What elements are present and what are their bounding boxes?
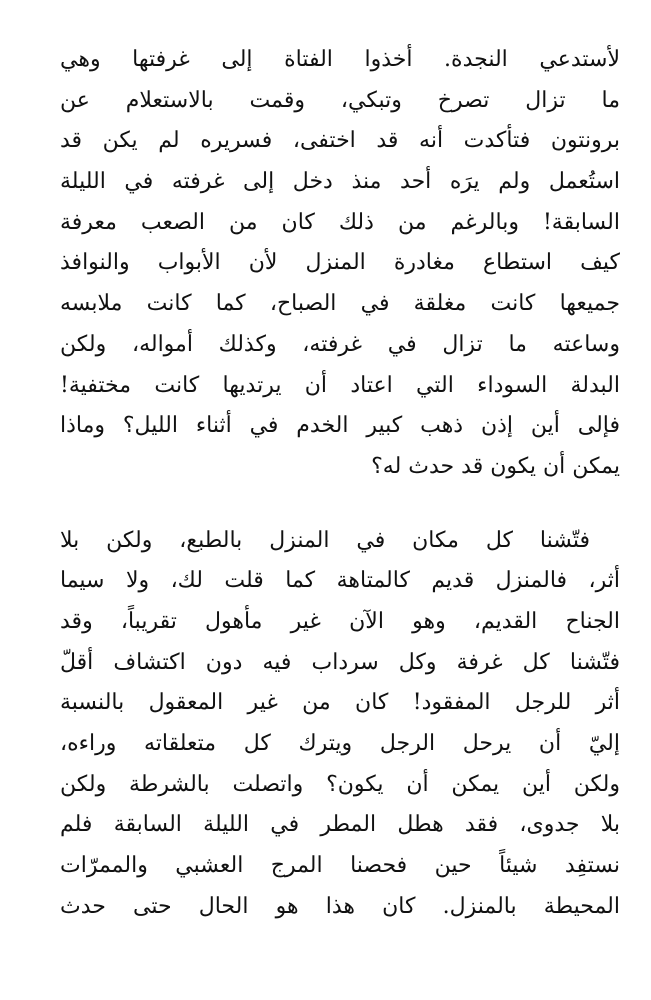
text-line: الجناح القديم، وهو الآن غير مأهول تقريباً، وقد <box>60 608 620 634</box>
paragraph-1 <box>60 40 620 488</box>
text-line: إليّ أن يرحل الرجل ويترك كل متعلقاته وراءه، <box>60 731 620 756</box>
text-line: السابقة! وبالرغم من ذلك كان من الصعب معرفة <box>60 209 620 235</box>
text-line: وساعته ما تزال في غرفته، وكذلك أمواله، ولكن <box>60 331 620 357</box>
text-line: البدلة السوداء التي اعتاد أن يرتديها كانت مختفية! <box>60 372 620 398</box>
text-line: بلا جدوى، فقد هطل المطر في الليلة السابقة فلم <box>60 812 620 838</box>
paragraph-spacer <box>60 488 620 521</box>
text-line: فإلى أين إذن ذهب كبير الخدم في أثناء الليل؟ وماذا <box>60 413 620 439</box>
text-line: فتّشنا كل مكان في المنزل بالطبع، ولكن بلا <box>60 527 590 553</box>
text-line: يمكن أن يكون قد حدث له؟ <box>371 453 620 479</box>
text-line: أثر للرجل المفقود! كان من غير المعقول بالنسبة <box>60 690 620 716</box>
text-line: لأستدعي النجدة. أخذوا الفتاة إلى غرفتها وهي <box>60 47 620 72</box>
text-line: أثر، فالمنزل قديم كالمتاهة كما قلت لك، ولا سيما <box>60 568 620 594</box>
text-line: برونتون فتأكدت أنه قد اختفى، فسريره لم يكن قد <box>60 128 620 154</box>
text-line: نستفِد شيئاً حين فحصنا المرج العشبي والممرّات <box>60 853 620 879</box>
text-line: كيف استطاع مغادرة المنزل لأن الأبواب والنوافذ <box>60 250 620 276</box>
text-line: جميعها كانت مغلقة في الصباح، كما كانت ملابسه <box>60 291 620 317</box>
text-line: فتّشنا كل غرفة وكل سرداب فيه دون اكتشاف أقلّ <box>60 649 620 675</box>
text-line: المحيطة بالمنزل. كان هذا هو الحال حتى حدث <box>60 893 620 919</box>
book-page <box>60 40 620 927</box>
text-line: ولكن أين يمكن أن يكون؟ واتصلت بالشرطة ولكن <box>60 771 620 797</box>
text-line: استُعمل ولم يرَه أحد منذ دخل إلى غرفته في الليلة <box>60 169 620 195</box>
text-line: ما تزال تصرخ وتبكي، وقمت بالاستعلام عن <box>60 87 620 113</box>
paragraph-2 <box>60 521 620 928</box>
